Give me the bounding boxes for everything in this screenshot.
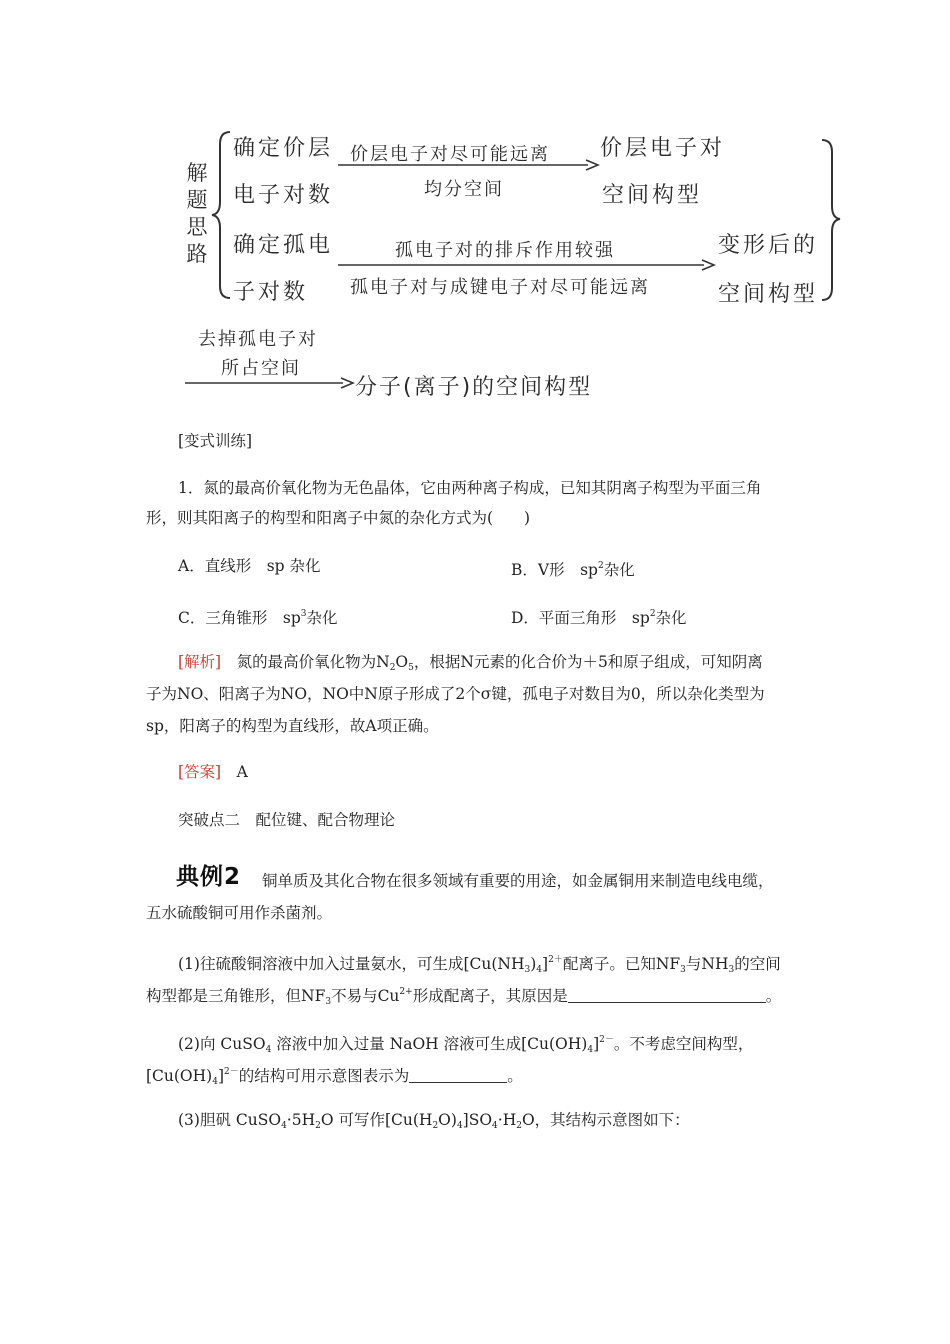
part1-line2 (146, 982, 781, 1012)
row1-arrow-top: 价层电子对尽可能远离 (350, 144, 550, 165)
right-brace (818, 138, 844, 302)
option-d-pre: D．平面三角形 sp (511, 609, 650, 627)
example-badge: 典例2 (176, 864, 242, 890)
p3-a3: O 可写作[Cu(H (320, 1111, 433, 1129)
part3-line1 (178, 1110, 690, 1136)
analysis-l1b: O (395, 653, 409, 671)
option-c[interactable] (178, 604, 338, 628)
row2-arrow (338, 258, 716, 272)
analysis-line2: 子为NO、阳离子为NO，NO中N原子形成了2个σ键，孤电子对数目为0，所以杂化类型为 (146, 685, 765, 703)
final-result: 分子(离子)的空间构型 (355, 375, 593, 400)
row1-arrow (338, 158, 600, 172)
answer-line (178, 762, 248, 782)
final-arrow (185, 376, 355, 390)
option-c-post: 杂化 (306, 609, 338, 627)
p1-b-sub: 3 (325, 997, 332, 1007)
part2-line1 (178, 1030, 753, 1060)
row1-arrow-bottom: 均分空间 (424, 179, 504, 200)
analysis-sub1: 2 (389, 663, 396, 673)
p1-a3: ] (542, 955, 549, 973)
row2-right-b: 空间构型 (718, 282, 819, 307)
p2-a-sub: 4 (265, 1045, 272, 1055)
example-line2: 五水硫酸铜可用作杀菌剂。 (146, 904, 333, 922)
row2-arrow-top: 孤电子对的排斥作用较强 (395, 240, 615, 261)
option-d-post: 杂化 (655, 609, 687, 627)
analysis-line3: sp，阳离子的构型为直线形，故A项正确。 (146, 717, 439, 735)
p2-a2: 溶液中加入过量 NaOH 溶液可生成[Cu(OH) (271, 1035, 588, 1053)
answer-tag: [答案] (178, 763, 222, 781)
p1-a2-sub: 4 (536, 965, 543, 975)
option-c-pre: C．三角锥形 sp (178, 609, 301, 627)
analysis-l1a: 氮的最高价氧化物为N (221, 653, 390, 671)
p3-a5-sub: 4 (492, 1121, 498, 1131)
row1-right-b: 空间构型 (602, 183, 703, 208)
p3-a3-sub: 2 (432, 1121, 439, 1131)
p1-b: 构型都是三角锥形，但NF (146, 987, 326, 1005)
p3-a4: O) (438, 1111, 457, 1129)
p3-a7: O，其结构示意图如下： (521, 1111, 690, 1129)
part2-line2 (146, 1062, 523, 1092)
p2-a2-sub: 4 (587, 1045, 594, 1055)
left-brace (210, 130, 234, 300)
p1-b3: 形成配离子，其原因是 (412, 987, 568, 1005)
p3-a6: ·H (497, 1111, 517, 1129)
p1-a-sub: 3 (524, 965, 531, 975)
p2-a3: ] (593, 1035, 600, 1053)
row2-arrow-bottom: 孤电子对与成键电子对尽可能远离 (350, 277, 650, 298)
breakpoint-heading: 突破点二 配位键、配合物理论 (178, 811, 396, 829)
option-a-text: A．直线形 sp 杂化 (178, 557, 321, 575)
p3-a2-sub: 2 (315, 1121, 321, 1131)
answer-blank-1[interactable] (568, 988, 766, 1003)
p3-a4-sub: 4 (456, 1121, 463, 1131)
p3-a: (3)胆矾 CuSO (178, 1111, 282, 1129)
part1-line1 (178, 950, 781, 980)
section-label: [变式训练] (178, 432, 253, 450)
p3-a5: ]SO (462, 1111, 493, 1129)
p1-a5-sub: 3 (728, 965, 735, 975)
p3-a6-sub: 2 (516, 1121, 522, 1131)
p1-a4: 配离子。已知NF (562, 955, 681, 973)
option-c-sup: 3 (300, 609, 307, 619)
row2-left-a: 确定孤电 (233, 233, 334, 258)
p3-a-sub: 4 (281, 1121, 287, 1131)
final-arrow-top-a: 去掉孤电子对 (198, 329, 318, 350)
row2-left-b: 子对数 (233, 280, 309, 305)
option-b[interactable] (511, 556, 635, 580)
p1-a4-sub: 3 (680, 965, 686, 975)
p2-a: (2)向 CuSO (178, 1035, 266, 1053)
example-line1: 铜单质及其化合物在很多领域有重要的用途，如金属铜用来制造电线电缆， (262, 872, 774, 890)
final-arrow-top-b: 所占空间 (221, 358, 301, 379)
analysis-tag: [解析] (178, 653, 222, 671)
p1-b2-sup: 2+ (399, 987, 413, 997)
row1-left-b: 电子对数 (233, 183, 334, 208)
row1-right-a: 价层电子对 (600, 136, 726, 161)
row1-left-a: 确定价层 (233, 136, 334, 161)
p2-b2-sup: 2－ (224, 1067, 239, 1077)
option-d[interactable] (511, 604, 687, 628)
p2-b3: 的结构可用示意图表示为 (238, 1067, 410, 1085)
diagram-side-label: 解题思路 (186, 161, 208, 266)
p1-b2: 不易与Cu (331, 987, 400, 1005)
p1-a5: 与NH (685, 955, 729, 973)
row2-right-a: 变形后的 (718, 233, 819, 258)
q1-line2: 形，则其阳离子的构型和阳离子中氮的杂化方式为( ) (146, 509, 531, 527)
p1-a6: 的空间 (734, 955, 781, 973)
p1-b-end: 。 (765, 987, 782, 1005)
q1-line1: 1．氮的最高价氧化物为无色晶体，它由两种离子构成，已知其阴离子构型为平面三角 (178, 479, 762, 497)
option-d-sup: 2 (649, 609, 656, 619)
analysis-l1c: ，根据N元素的化合价为＋5和原子组成，可知阴离 (413, 653, 763, 671)
option-b-pre: B．V形 sp (511, 561, 598, 579)
p2-a4: 。不考虑空间构型， (613, 1035, 754, 1053)
answer-blank-2[interactable] (409, 1068, 507, 1083)
p2-b: [Cu(OH) (146, 1067, 213, 1085)
answer-value: A (221, 763, 248, 781)
p2-b2: ] (217, 1067, 225, 1085)
analysis-sub2: 5 (408, 663, 414, 673)
p2-b-end: 。 (507, 1067, 523, 1085)
option-b-sup: 2 (597, 561, 604, 571)
p1-a2: ) (530, 955, 537, 973)
p2-b-sub: 4 (212, 1077, 218, 1087)
option-a[interactable] (178, 556, 321, 576)
option-b-post: 杂化 (603, 561, 635, 579)
p3-a2: ·5H (286, 1111, 316, 1129)
p1-a3-sup: 2＋ (548, 955, 563, 965)
p2-a3-sup: 2－ (599, 1035, 614, 1045)
analysis-line1 (178, 652, 763, 678)
p1-a: (1)往硫酸铜溶液中加入过量氨水，可生成[Cu(NH (178, 955, 525, 973)
